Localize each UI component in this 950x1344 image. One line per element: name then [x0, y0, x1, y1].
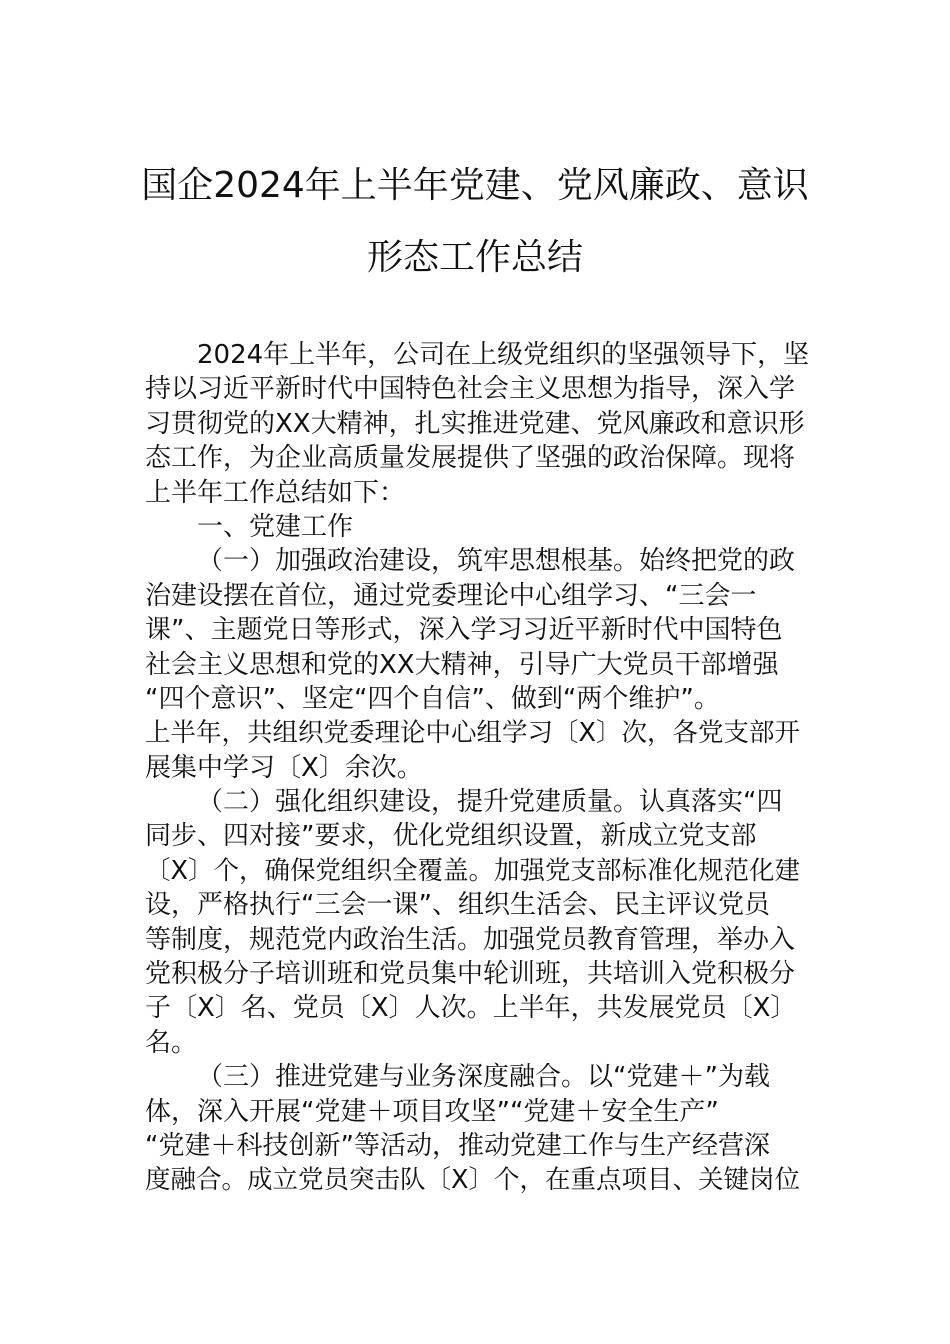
text-line: 名。 — [145, 1027, 198, 1058]
text-line: 同步、四对接”要求，优化党组织设置，新成立党支部 — [145, 821, 757, 852]
text-line: 展集中学习〔X〕余次。 — [145, 752, 423, 783]
text-line: 一、党建工作 — [197, 511, 354, 542]
text-line: 设，严格执行“三会一课”、组织生活会、民主评议党员 — [145, 890, 770, 921]
text-line: 子〔X〕名、党员〔X〕人次。上半年，共发展党员〔X〕 — [145, 993, 797, 1024]
text-line: 态工作，为企业高质量发展提供了坚强的政治保障。现将 — [145, 443, 796, 474]
text-line: 〔X〕个，确保党组织全覆盖。加强党支部标准化规范化建 — [145, 855, 800, 886]
text-line: 2024年上半年，公司在上级党组织的坚强领导下，坚 — [197, 340, 810, 370]
text-line: 体，深入开展“党建＋项目攻坚”“党建＋安全生产” — [145, 1096, 719, 1127]
text-line: 习贯彻党的XX大精神，扎实推进党建、党风廉政和意识形 — [145, 408, 805, 439]
text-line: 上半年，共组织党委理论中心组学习〔X〕次，各党支部开 — [145, 718, 800, 749]
text-line: （三）推进党建与业务深度融合。以“党建＋”为载 — [197, 1062, 770, 1093]
text-line: “四个意识”、坚定“四个自信”、做到“两个维护”。 — [145, 683, 720, 714]
text-line: 治建设摆在首位，通过党委理论中心组学习、“三会一 — [145, 580, 757, 611]
text-line: （一）加强政治建设，筑牢思想根基。始终把党的政 — [197, 546, 796, 577]
text-line: 课”、主题党日等形式，深入学习习近平新时代中国特色 — [145, 615, 783, 646]
text-line: “党建＋科技创新”等活动，推动党建工作与生产经营深 — [145, 1130, 770, 1161]
title-line-1: 国企2024年上半年党建、党风廉政、意识 — [141, 165, 809, 206]
document-body — [145, 338, 809, 1198]
text-line: 度融合。成立党员突击队〔X〕个，在重点项目、关键岗位 — [145, 1165, 800, 1196]
text-line: 持以习近平新时代中国特色社会主义思想为指导，深入学 — [145, 374, 796, 405]
document-title — [140, 150, 810, 294]
text-line: 社会主义思想和党的XX大精神，引导广大党员干部增强 — [145, 649, 779, 680]
text-line: （二）强化组织建设，提升党建质量。认真落实“四 — [197, 787, 783, 818]
title-line-2: 形态工作总结 — [366, 237, 583, 278]
text-line: 党积极分子培训班和党员集中轮训班，共培训入党积极分 — [145, 959, 796, 990]
text-line: 上半年工作总结如下： — [145, 477, 406, 508]
text-line: 等制度，规范党内政治生活。加强党员教育管理，举办入 — [145, 924, 796, 955]
